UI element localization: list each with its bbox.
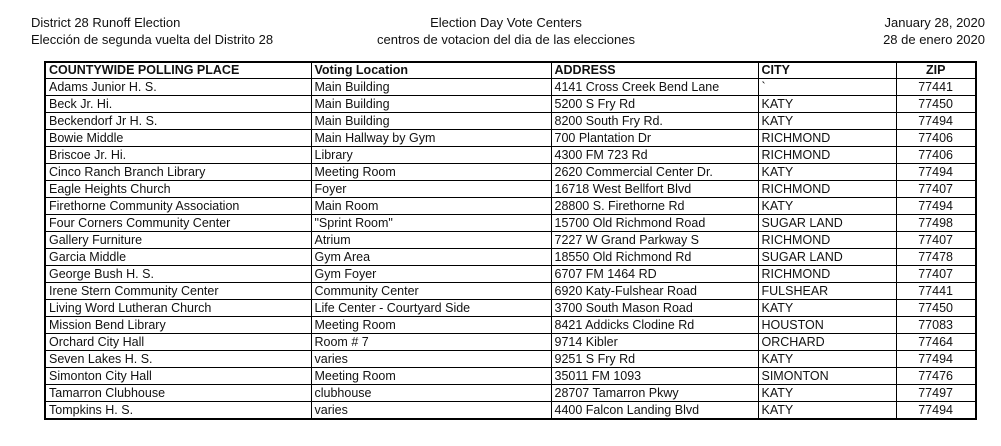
column-header-voting-location: Voting Location <box>311 62 551 79</box>
voting-location-cell: Gym Foyer <box>311 266 551 283</box>
voting-location-cell: varies <box>311 402 551 420</box>
polling-place-cell: Orchard City Hall <box>45 334 311 351</box>
table-row <box>45 181 976 198</box>
table-body <box>45 79 976 420</box>
voting-location-cell: clubhouse <box>311 385 551 402</box>
city-cell: KATY <box>758 402 896 420</box>
zip-cell: 77450 <box>896 96 976 113</box>
city-cell: HOUSTON <box>758 317 896 334</box>
city-cell: ` <box>758 79 896 96</box>
document-title: Election Day Vote Centers <box>430 15 582 30</box>
election-date: January 28, 2020 <box>884 15 985 30</box>
polling-place-cell: Eagle Heights Church <box>45 181 311 198</box>
zip-cell: 77406 <box>896 130 976 147</box>
zip-cell: 77450 <box>896 300 976 317</box>
city-cell: RICHMOND <box>758 147 896 164</box>
table-row <box>45 300 976 317</box>
header-center <box>371 14 641 48</box>
address-cell: 16718 West Bellfort Blvd <box>551 181 758 198</box>
city-cell: KATY <box>758 385 896 402</box>
city-cell: KATY <box>758 300 896 317</box>
address-cell: 7227 W Grand Parkway S <box>551 232 758 249</box>
voting-location-cell: Gym Area <box>311 249 551 266</box>
voting-location-cell: Atrium <box>311 232 551 249</box>
zip-cell: 77478 <box>896 249 976 266</box>
zip-cell: 77494 <box>896 402 976 420</box>
city-cell: KATY <box>758 96 896 113</box>
table-row <box>45 368 976 385</box>
city-cell: RICHMOND <box>758 130 896 147</box>
polling-place-cell: Beck Jr. Hi. <box>45 96 311 113</box>
table-row <box>45 130 976 147</box>
election-title-spanish: Elección de segunda vuelta del Distrito 28 <box>31 32 274 47</box>
polling-place-cell: Irene Stern Community Center <box>45 283 311 300</box>
address-cell: 15700 Old Richmond Road <box>551 215 758 232</box>
table-row <box>45 317 976 334</box>
city-cell: RICHMOND <box>758 266 896 283</box>
polling-place-cell: Mission Bend Library <box>45 317 311 334</box>
zip-cell: 77407 <box>896 266 976 283</box>
zip-cell: 77441 <box>896 79 976 96</box>
zip-cell: 77464 <box>896 334 976 351</box>
city-cell: SUGAR LAND <box>758 249 896 266</box>
city-cell: ORCHARD <box>758 334 896 351</box>
table-row <box>45 402 976 420</box>
voting-location-cell: Meeting Room <box>311 317 551 334</box>
table-row <box>45 266 976 283</box>
table-row <box>45 79 976 96</box>
polling-place-cell: Briscoe Jr. Hi. <box>45 147 311 164</box>
table-row <box>45 198 976 215</box>
city-cell: KATY <box>758 351 896 368</box>
voting-location-cell: varies <box>311 351 551 368</box>
polling-place-cell: Adams Junior H. S. <box>45 79 311 96</box>
zip-cell: 77441 <box>896 283 976 300</box>
address-cell: 6707 FM 1464 RD <box>551 266 758 283</box>
voting-location-cell: Meeting Room <box>311 164 551 181</box>
header-right <box>883 14 985 48</box>
address-cell: 8200 South Fry Rd. <box>551 113 758 130</box>
zip-cell: 77407 <box>896 181 976 198</box>
city-cell: KATY <box>758 164 896 181</box>
voting-location-cell: Main Building <box>311 113 551 130</box>
column-header-city: CITY <box>758 62 896 79</box>
table-row <box>45 147 976 164</box>
address-cell: 28707 Tamarron Pkwy <box>551 385 758 402</box>
table-header-row <box>45 62 976 79</box>
zip-cell: 77494 <box>896 113 976 130</box>
polling-place-cell: Simonton City Hall <box>45 368 311 385</box>
address-cell: 5200 S Fry Rd <box>551 96 758 113</box>
voting-location-cell: Library <box>311 147 551 164</box>
voting-location-cell: Community Center <box>311 283 551 300</box>
zip-cell: 77494 <box>896 198 976 215</box>
polling-place-cell: Living Word Lutheran Church <box>45 300 311 317</box>
address-cell: 18550 Old Richmond Rd <box>551 249 758 266</box>
election-date-spanish: 28 de enero 2020 <box>883 32 985 47</box>
header-left <box>31 14 273 48</box>
zip-cell: 77494 <box>896 351 976 368</box>
city-cell: FULSHEAR <box>758 283 896 300</box>
polling-place-cell: Tompkins H. S. <box>45 402 311 420</box>
address-cell: 28800 S. Firethorne Rd <box>551 198 758 215</box>
city-cell: SUGAR LAND <box>758 215 896 232</box>
table-row <box>45 113 976 130</box>
voting-location-cell: Life Center - Courtyard Side <box>311 300 551 317</box>
city-cell: RICHMOND <box>758 181 896 198</box>
table-row <box>45 351 976 368</box>
table-row <box>45 232 976 249</box>
document-title-spanish: centros de votacion del dia de las elecciones <box>377 32 635 47</box>
voting-location-cell: Meeting Room <box>311 368 551 385</box>
address-cell: 4141 Cross Creek Bend Lane <box>551 79 758 96</box>
zip-cell: 77406 <box>896 147 976 164</box>
zip-cell: 77498 <box>896 215 976 232</box>
column-header-polling-place: COUNTYWIDE POLLING PLACE <box>45 62 311 79</box>
table-row <box>45 96 976 113</box>
city-cell: KATY <box>758 113 896 130</box>
polling-place-cell: Beckendorf Jr H. S. <box>45 113 311 130</box>
polling-place-cell: Bowie Middle <box>45 130 311 147</box>
column-header-zip: ZIP <box>896 62 976 79</box>
address-cell: 3700 South Mason Road <box>551 300 758 317</box>
address-cell: 4400 Falcon Landing Blvd <box>551 402 758 420</box>
polling-place-cell: Firethorne Community Association <box>45 198 311 215</box>
city-cell: SIMONTON <box>758 368 896 385</box>
city-cell: KATY <box>758 198 896 215</box>
voting-location-cell: Main Hallway by Gym <box>311 130 551 147</box>
table-row <box>45 215 976 232</box>
address-cell: 8421 Addicks Clodine Rd <box>551 317 758 334</box>
polling-place-cell: Seven Lakes H. S. <box>45 351 311 368</box>
column-header-address: ADDRESS <box>551 62 758 79</box>
address-cell: 9251 S Fry Rd <box>551 351 758 368</box>
voting-location-cell: Room # 7 <box>311 334 551 351</box>
table-row <box>45 164 976 181</box>
voting-location-cell: Main Room <box>311 198 551 215</box>
table-row <box>45 385 976 402</box>
polling-place-cell: Garcia Middle <box>45 249 311 266</box>
zip-cell: 77407 <box>896 232 976 249</box>
polling-place-cell: Four Corners Community Center <box>45 215 311 232</box>
election-title: District 28 Runoff Election <box>31 15 181 30</box>
zip-cell: 77494 <box>896 164 976 181</box>
address-cell: 700 Plantation Dr <box>551 130 758 147</box>
voting-location-cell: "Sprint Room" <box>311 215 551 232</box>
polling-place-cell: Cinco Ranch Branch Library <box>45 164 311 181</box>
zip-cell: 77497 <box>896 385 976 402</box>
table-row <box>45 283 976 300</box>
city-cell: RICHMOND <box>758 232 896 249</box>
address-cell: 35011 FM 1093 <box>551 368 758 385</box>
polling-place-cell: George Bush H. S. <box>45 266 311 283</box>
polling-places-table <box>44 61 977 420</box>
voting-location-cell: Main Building <box>311 96 551 113</box>
table-row <box>45 249 976 266</box>
address-cell: 6920 Katy-Fulshear Road <box>551 283 758 300</box>
polling-place-cell: Gallery Furniture <box>45 232 311 249</box>
address-cell: 2620 Commercial Center Dr. <box>551 164 758 181</box>
voting-location-cell: Foyer <box>311 181 551 198</box>
table-row <box>45 334 976 351</box>
zip-cell: 77083 <box>896 317 976 334</box>
voting-location-cell: Main Building <box>311 79 551 96</box>
address-cell: 4300 FM 723 Rd <box>551 147 758 164</box>
zip-cell: 77476 <box>896 368 976 385</box>
address-cell: 9714 Kibler <box>551 334 758 351</box>
polling-place-cell: Tamarron Clubhouse <box>45 385 311 402</box>
